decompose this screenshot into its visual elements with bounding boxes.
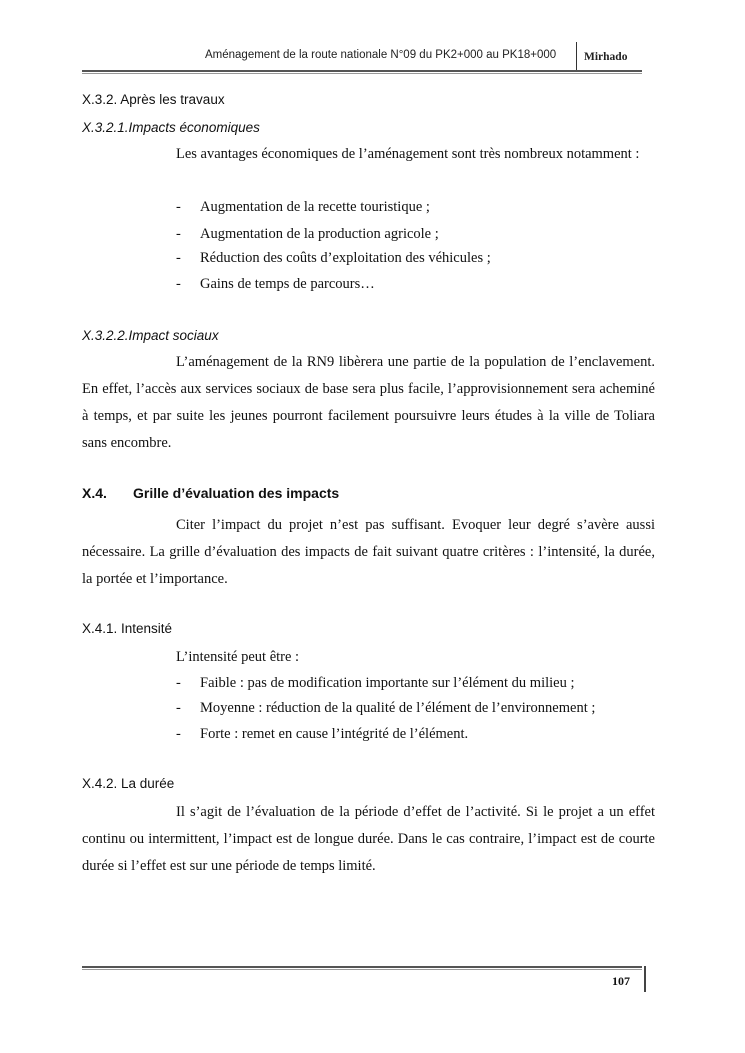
paragraph-economic: Les avantages économiques de l’aménagement sont très nombreux notamment : [176, 146, 640, 162]
bullet-item: - Gains de temps de parcours… [176, 276, 375, 292]
heading-x4-title: Grille d’évaluation des impacts [133, 485, 340, 501]
bullet-item: - Augmentation de la production agricole ; [176, 226, 439, 242]
bullet-item: - Moyenne : réduction de la qualité de l’élément de l’environnement ; [176, 700, 596, 716]
header-rule [82, 70, 642, 72]
page-number: 107 [612, 974, 630, 988]
heading-x3222: X.3.2.2.Impact sociaux [82, 328, 219, 343]
bullet-item: - Augmentation de la recette touristique ; [176, 199, 430, 215]
running-header-title: Aménagement de la route nationale N°09 du PK2+000 au PK18+000 [205, 49, 557, 61]
bullet-item: - Forte : remet en cause l’intégrité de l’élément. [176, 726, 469, 742]
running-header-author: Mirhado [584, 51, 628, 63]
bullet-item: - Réduction des coûts d’exploitation des véhicules ; [176, 250, 491, 266]
heading-x322: X.3.2. Après les travaux [82, 92, 225, 107]
paragraph-grid: Citer l’impact du projet n’est pas suffisant. Evoquer leur degré s’avère aussi nécessaire. La grille d’évaluation des impacts de fait suivant quatre critères : l’intensité, la durée, la portée et l’importance. [82, 517, 655, 587]
heading-x4-number: X.4. [82, 485, 107, 501]
paragraph-duration: Il s’agit de l’évaluation de la période d’effet de l’activité. Si le projet a un effet continu ou intermittent, l’impact est de longue durée. Dans le cas contraire, l’impact est de courte durée si l’effet est sur une période de temps limité. [82, 804, 655, 874]
bullet-item: - Faible : pas de modification importante sur l’élément du milieu ; [176, 675, 575, 691]
footer-rule-thin [82, 969, 642, 970]
header-separator [576, 42, 577, 72]
footer-separator [644, 966, 646, 992]
footer-rule [82, 966, 642, 968]
intensity-intro: L’intensité peut être : [176, 649, 300, 665]
heading-x41: X.4.1. Intensité [82, 621, 173, 636]
paragraph-social: L’aménagement de la RN9 libèrera une partie de la population de l’enclavement. En effet, l’accès aux services sociaux de base sera plus facile, l’approvisionnement sera acheminé à temps, et par suite les jeunes pourront facilement poursuivre leurs études à la ville de Toliara sans encombre. [82, 354, 655, 451]
heading-x42: X.4.2. La durée [82, 776, 175, 791]
header-rule-thin [82, 73, 642, 74]
heading-x3221: X.3.2.1.Impacts économiques [82, 120, 260, 135]
